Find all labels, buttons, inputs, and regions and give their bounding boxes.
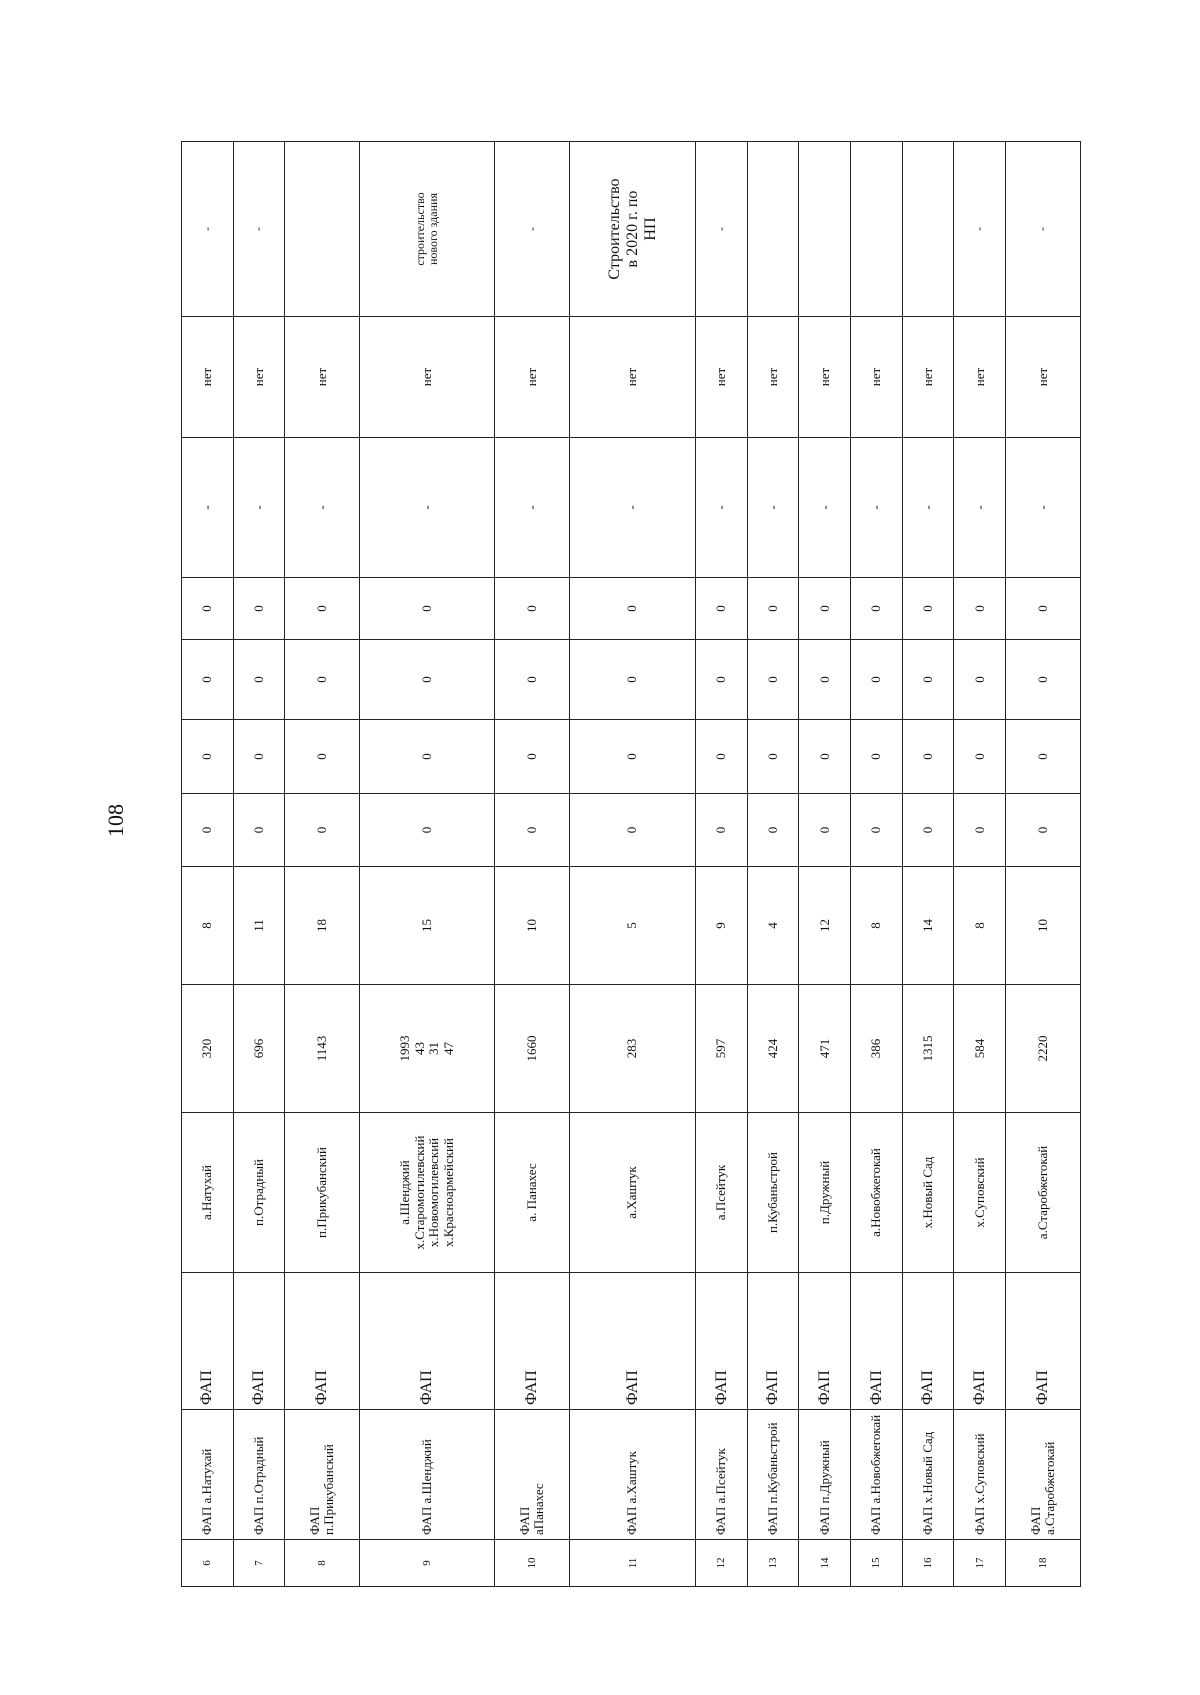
table-row: [954, 142, 1006, 1587]
zero-2-cell: 0: [799, 720, 851, 794]
zero-3-cell: 0: [182, 640, 234, 720]
zero-3-cell: 0: [570, 640, 696, 720]
table-body: [182, 142, 1081, 1587]
facility-type-cell: ФАП: [570, 1273, 696, 1410]
zero-4-cell: 0: [570, 578, 696, 640]
dash-cell: -: [182, 438, 234, 578]
zero-1-cell: 0: [902, 794, 954, 867]
availability-cell: нет: [570, 317, 696, 438]
facility-type-cell: ФАП: [360, 1273, 495, 1410]
facility-type-cell: ФАП: [285, 1273, 360, 1410]
availability-cell: нет: [233, 317, 285, 438]
facility-name-cell: ФАП аПанахес: [495, 1410, 570, 1540]
note-cell: [799, 142, 851, 317]
row-number-cell: 11: [570, 1540, 696, 1587]
zero-3-cell: 0: [1006, 640, 1081, 720]
availability-cell: нет: [495, 317, 570, 438]
zero-4-cell: 0: [360, 578, 495, 640]
row-number-cell: 13: [747, 1540, 799, 1587]
facility-name-cell: ФАП п.Дружный: [799, 1410, 851, 1540]
zero-4-cell: 0: [285, 578, 360, 640]
availability-cell: нет: [360, 317, 495, 438]
zero-3-cell: 0: [495, 640, 570, 720]
zero-2-cell: 0: [233, 720, 285, 794]
value-cell: 15: [360, 867, 495, 985]
note-cell: -: [1006, 142, 1081, 317]
zero-2-cell: 0: [182, 720, 234, 794]
note-cell: [747, 142, 799, 317]
zero-1-cell: 0: [696, 794, 748, 867]
settlement-cell: п.Дружный: [799, 1113, 851, 1273]
zero-3-cell: 0: [747, 640, 799, 720]
dash-cell: -: [360, 438, 495, 578]
dash-cell: -: [285, 438, 360, 578]
population-cell: 471: [799, 985, 851, 1113]
dash-cell: -: [1006, 438, 1081, 578]
zero-3-cell: 0: [902, 640, 954, 720]
table-row: [902, 142, 954, 1587]
zero-4-cell: 0: [233, 578, 285, 640]
row-number-cell: 12: [696, 1540, 748, 1587]
rotated-table-frame: [181, 142, 1081, 1587]
value-cell: 5: [570, 867, 696, 985]
population-cell: 283: [570, 985, 696, 1113]
facility-type-cell: ФАП: [182, 1273, 234, 1410]
settlement-cell: а.Шенджий х.Старомогилевский х.Новомогилевский х.Красноармейский: [360, 1113, 495, 1273]
availability-cell: нет: [747, 317, 799, 438]
zero-1-cell: 0: [360, 794, 495, 867]
row-number-cell: 6: [182, 1540, 234, 1587]
table-row: [1006, 142, 1081, 1587]
table-row: [570, 142, 696, 1587]
population-cell: 1315: [902, 985, 954, 1113]
dash-cell: -: [902, 438, 954, 578]
row-number-cell: 10: [495, 1540, 570, 1587]
row-number-cell: 18: [1006, 1540, 1081, 1587]
zero-2-cell: 0: [851, 720, 903, 794]
zero-1-cell: 0: [285, 794, 360, 867]
dash-cell: -: [495, 438, 570, 578]
facility-name-cell: ФАП п.Кубаньстрой: [747, 1410, 799, 1540]
zero-1-cell: 0: [182, 794, 234, 867]
population-cell: 2220: [1006, 985, 1081, 1113]
zero-4-cell: 0: [747, 578, 799, 640]
note-cell: [285, 142, 360, 317]
zero-3-cell: 0: [233, 640, 285, 720]
table-row: [285, 142, 360, 1587]
zero-1-cell: 0: [954, 794, 1006, 867]
note-cell: -: [954, 142, 1006, 317]
facility-name-cell: ФАП а.Хаштук: [570, 1410, 696, 1540]
settlement-cell: п.Прикубанский: [285, 1113, 360, 1273]
table-row: [747, 142, 799, 1587]
availability-cell: нет: [902, 317, 954, 438]
zero-3-cell: 0: [696, 640, 748, 720]
settlement-cell: х.Суповский: [954, 1113, 1006, 1273]
zero-1-cell: 0: [1006, 794, 1081, 867]
row-number-cell: 15: [851, 1540, 903, 1587]
facility-name-cell: ФАП а.Псейтук: [696, 1410, 748, 1540]
facility-name-cell: ФАП а.Натухай: [182, 1410, 234, 1540]
facility-name-cell: ФАП а.Новобжегокай: [851, 1410, 903, 1540]
table-row: [233, 142, 285, 1587]
dash-cell: -: [747, 438, 799, 578]
table-row: [851, 142, 903, 1587]
dash-cell: -: [851, 438, 903, 578]
settlement-cell: а.Хаштук: [570, 1113, 696, 1273]
table-row: [182, 142, 234, 1587]
value-cell: 11: [233, 867, 285, 985]
settlement-cell: п.Отрадный: [233, 1113, 285, 1273]
dash-cell: -: [696, 438, 748, 578]
row-number-cell: 16: [902, 1540, 954, 1587]
availability-cell: нет: [1006, 317, 1081, 438]
settlement-cell: п.Кубаньстрой: [747, 1113, 799, 1273]
zero-1-cell: 0: [495, 794, 570, 867]
facility-type-cell: ФАП: [902, 1273, 954, 1410]
zero-4-cell: 0: [696, 578, 748, 640]
zero-2-cell: 0: [285, 720, 360, 794]
page-number: 108: [103, 804, 128, 837]
settlement-cell: х.Новый Сад: [902, 1113, 954, 1273]
population-cell: 320: [182, 985, 234, 1113]
dash-cell: -: [233, 438, 285, 578]
row-number-cell: 7: [233, 1540, 285, 1587]
value-cell: 8: [954, 867, 1006, 985]
row-number-cell: 9: [360, 1540, 495, 1587]
value-cell: 10: [1006, 867, 1081, 985]
dash-cell: -: [570, 438, 696, 578]
facility-name-cell: ФАП х.Новый Сад: [902, 1410, 954, 1540]
facility-type-cell: ФАП: [954, 1273, 1006, 1410]
settlement-cell: а. Панахес: [495, 1113, 570, 1273]
zero-4-cell: 0: [182, 578, 234, 640]
value-cell: 18: [285, 867, 360, 985]
zero-4-cell: 0: [902, 578, 954, 640]
availability-cell: нет: [954, 317, 1006, 438]
facility-name-cell: ФАП п.Отрадный: [233, 1410, 285, 1540]
zero-2-cell: 0: [570, 720, 696, 794]
availability-cell: нет: [799, 317, 851, 438]
facility-type-cell: ФАП: [851, 1273, 903, 1410]
zero-2-cell: 0: [1006, 720, 1081, 794]
facility-type-cell: ФАП: [747, 1273, 799, 1410]
value-cell: 14: [902, 867, 954, 985]
zero-1-cell: 0: [570, 794, 696, 867]
zero-4-cell: 0: [954, 578, 1006, 640]
zero-1-cell: 0: [799, 794, 851, 867]
facility-name-cell: ФАП п.Прикубанский: [285, 1410, 360, 1540]
value-cell: 4: [747, 867, 799, 985]
row-number-cell: 17: [954, 1540, 1006, 1587]
settlement-cell: а.Псейтук: [696, 1113, 748, 1273]
zero-3-cell: 0: [954, 640, 1006, 720]
facility-name-cell: ФАП х.Суповский: [954, 1410, 1006, 1540]
zero-1-cell: 0: [233, 794, 285, 867]
availability-cell: нет: [851, 317, 903, 438]
settlement-cell: а.Новобжегокай: [851, 1113, 903, 1273]
availability-cell: нет: [285, 317, 360, 438]
facility-name-cell: ФАП а.Шенджий: [360, 1410, 495, 1540]
zero-3-cell: 0: [851, 640, 903, 720]
row-number-cell: 14: [799, 1540, 851, 1587]
population-cell: 1993 43 31 47: [360, 985, 495, 1113]
zero-2-cell: 0: [495, 720, 570, 794]
note-cell: -: [182, 142, 234, 317]
facility-type-cell: ФАП: [799, 1273, 851, 1410]
zero-3-cell: 0: [285, 640, 360, 720]
table-row: [696, 142, 748, 1587]
note-cell: Строительство в 2020 г. по НП: [570, 142, 696, 317]
fap-table: [181, 141, 1081, 1587]
facility-type-cell: ФАП: [1006, 1273, 1081, 1410]
value-cell: 8: [851, 867, 903, 985]
zero-4-cell: 0: [1006, 578, 1081, 640]
zero-4-cell: 0: [799, 578, 851, 640]
dash-cell: -: [954, 438, 1006, 578]
zero-2-cell: 0: [747, 720, 799, 794]
zero-2-cell: 0: [902, 720, 954, 794]
note-cell: [851, 142, 903, 317]
population-cell: 597: [696, 985, 748, 1113]
note-cell: -: [696, 142, 748, 317]
facility-name-cell: ФАП а.Старобжегокай: [1006, 1410, 1081, 1540]
population-cell: 1143: [285, 985, 360, 1113]
note-cell: -: [495, 142, 570, 317]
note-cell: -: [233, 142, 285, 317]
table-row: [495, 142, 570, 1587]
dash-cell: -: [799, 438, 851, 578]
availability-cell: нет: [182, 317, 234, 438]
value-cell: 12: [799, 867, 851, 985]
table-row: [360, 142, 495, 1587]
value-cell: 9: [696, 867, 748, 985]
zero-1-cell: 0: [851, 794, 903, 867]
row-number-cell: 8: [285, 1540, 360, 1587]
facility-type-cell: ФАП: [495, 1273, 570, 1410]
population-cell: 584: [954, 985, 1006, 1113]
zero-2-cell: 0: [954, 720, 1006, 794]
note-cell: строительство нового здания: [360, 142, 495, 317]
zero-4-cell: 0: [851, 578, 903, 640]
settlement-cell: а.Натухай: [182, 1113, 234, 1273]
population-cell: 1660: [495, 985, 570, 1113]
population-cell: 696: [233, 985, 285, 1113]
zero-1-cell: 0: [747, 794, 799, 867]
settlement-cell: а.Старобжегокай: [1006, 1113, 1081, 1273]
population-cell: 386: [851, 985, 903, 1113]
zero-2-cell: 0: [696, 720, 748, 794]
value-cell: 8: [182, 867, 234, 985]
facility-type-cell: ФАП: [233, 1273, 285, 1410]
value-cell: 10: [495, 867, 570, 985]
population-cell: 424: [747, 985, 799, 1113]
zero-2-cell: 0: [360, 720, 495, 794]
zero-3-cell: 0: [360, 640, 495, 720]
note-cell: [902, 142, 954, 317]
facility-type-cell: ФАП: [696, 1273, 748, 1410]
zero-4-cell: 0: [495, 578, 570, 640]
zero-3-cell: 0: [799, 640, 851, 720]
table-row: [799, 142, 851, 1587]
availability-cell: нет: [696, 317, 748, 438]
